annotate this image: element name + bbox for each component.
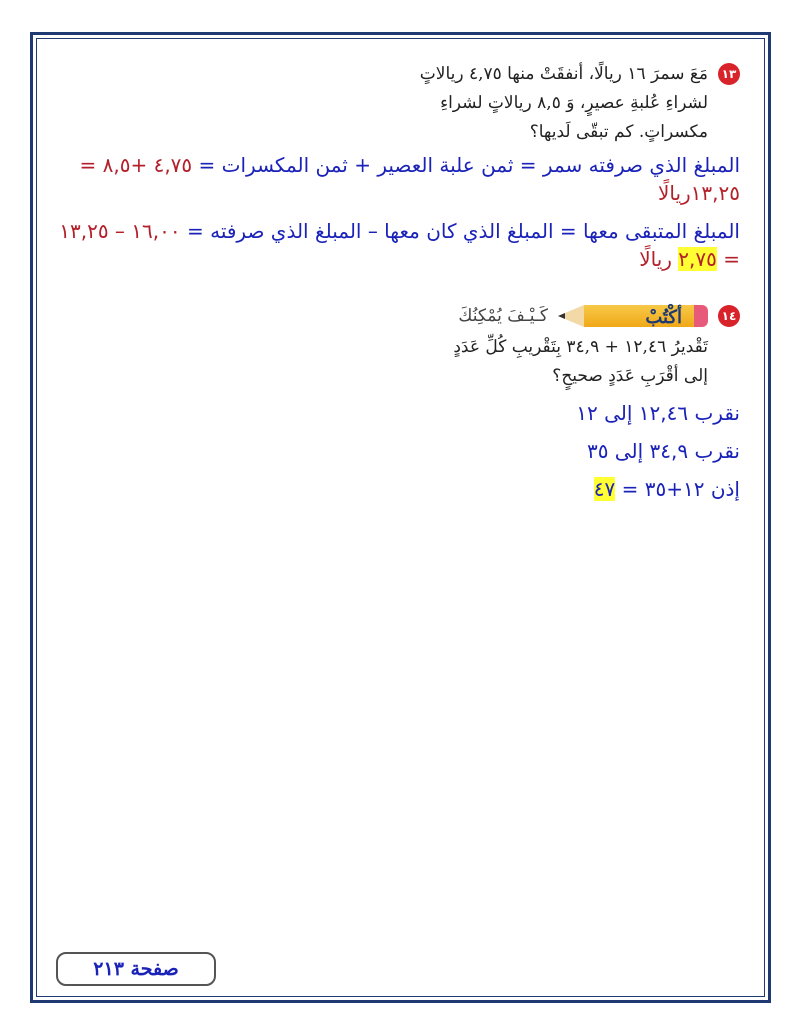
answer-unit: ريالًا — [639, 247, 679, 271]
answer-label: المبلغ المتبقى معها = المبلغ الذي كان معها – المبلغ الذي صرفته = — [180, 219, 740, 243]
question-line: إلى أقْرَبِ عَدَدٍ صحيحٍ؟ — [552, 366, 708, 386]
question-13 — [58, 60, 740, 147]
answer-result: ٤٧ — [593, 477, 616, 501]
answer-spent — [58, 151, 740, 207]
answer-label: إذن — [704, 477, 740, 501]
question-line: لشراءِ عُلبةِ عصيرٍ، وَ ٨,٥ ريالاتٍ لشراءِ — [440, 93, 708, 113]
answer-unit: ريالًا — [657, 181, 691, 205]
rounding-1: نقرب ١٢,٤٦ إلى ١٢ — [576, 401, 740, 425]
rounding-2: نقرب ٣٤,٩ إلى ٣٥ — [586, 439, 740, 463]
answer-calc: ١٢+٣٥ = — [615, 477, 705, 501]
question-line: تَقْديرُ ١٢,٤٦ + ٣٤,٩ بِتَقْريبِ كُلِّ عَدَدٍ — [453, 337, 708, 357]
answer-calc: ٤,٧٥ +٨,٥ = ١٣,٢٥ — [79, 153, 740, 205]
answer-result: ٢,٧٥ — [678, 247, 717, 271]
question-line: مَعَ سمرَ ١٦ ريالًا، أنفقَتْ منها ٤,٧٥ ريالاتٍ — [419, 64, 708, 84]
question-number-badge: ١٣ — [718, 63, 740, 85]
question-line: مكسراتٍ. كم تبقّى لَديها؟ — [529, 122, 708, 142]
pencil-icon — [558, 302, 708, 330]
answer-label: المبلغ الذي صرفته سمر = ثمن علبة العصير + ثمن المكسرات = — [192, 153, 740, 177]
answer-remaining — [58, 217, 740, 273]
pencil-label: أكْتُبْ — [645, 307, 682, 328]
question-number-badge: ١٤ — [718, 305, 740, 327]
question-14 — [58, 299, 740, 391]
page-content — [58, 60, 740, 503]
write-title: كَـيْـفَ يُمْكِنُكَ — [458, 305, 548, 326]
write-header — [58, 299, 708, 333]
answer-calc: ١٦,٠٠ – ١٣,٢٥ = — [59, 219, 740, 271]
page-number: صفحة ٢١٣ — [56, 952, 216, 986]
estimate-result — [58, 475, 740, 503]
